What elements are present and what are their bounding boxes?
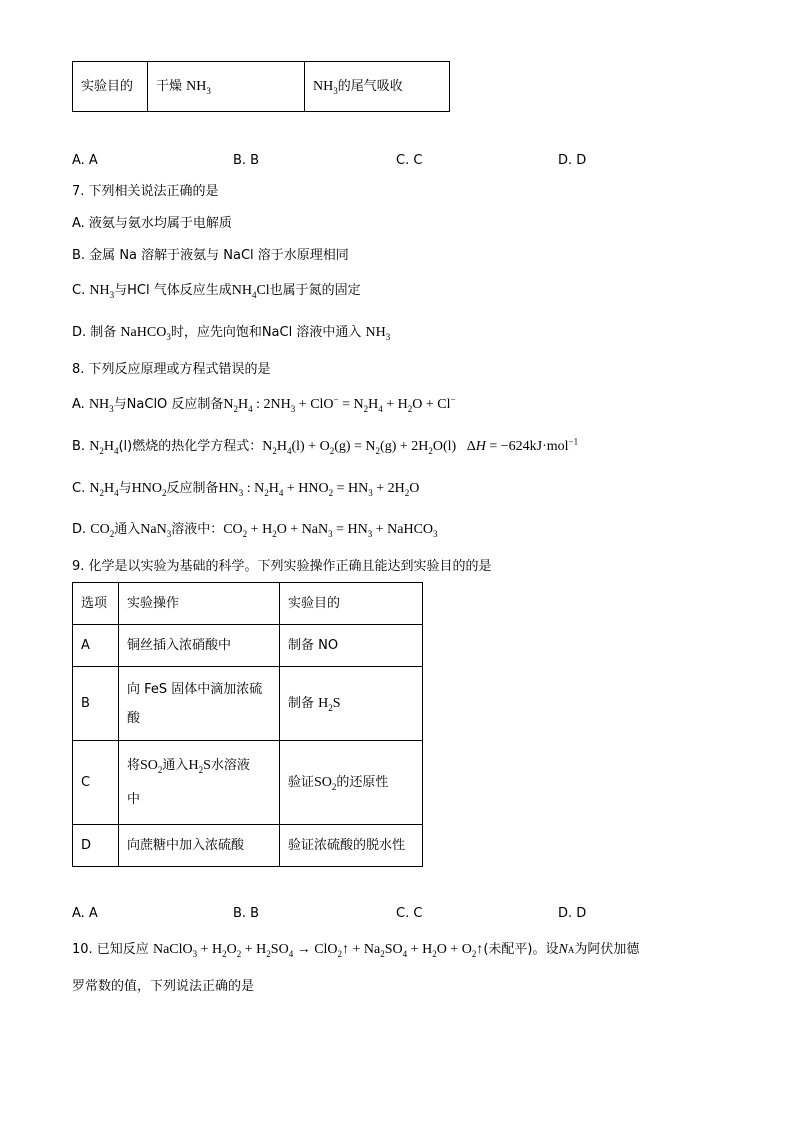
q7-option-c: C. $NH_3$与HCl 气体反应生成$NH_4Cl$也属于氮的固定 [72,283,361,300]
top-table [72,61,450,112]
q9-row-c-label: C [73,741,119,825]
q7-stem: 7. 下列相关说法正确的是 [72,184,219,199]
q8-option-b: B. $N_2H_4(l)$燃烧的热化学方程式：$N_2H_4(l) + O_2(g) = N_2(g) + 2H_2O(l) \Delta H = -624kJ\cdot mol^{-1}$ [72,436,579,456]
q9-row-b-goal: 制备 $H_2S$ [280,667,423,741]
q9-row-b-label: B [73,667,119,741]
q6-option-a: A. A [72,153,98,168]
q9-row-b-operation: 向 FeS 固体中滴加浓硫 酸 [119,667,280,741]
q9-row-d-goal: 验证浓硫酸的脱水性 [280,825,423,867]
q9-option-b: B. B [233,906,260,921]
q9-option-d: D. D [558,906,587,921]
q8-option-c: C. $N_2H_4$与$HNO_2$反应制备$HN_3$ : $N_2H_4 + HNO_2 = HN_3 + 2H_2O$ [72,481,420,498]
q6-option-c: C. C [396,153,423,168]
q6-option-b: B. B [233,153,260,168]
q9-option-c: C. C [396,906,423,921]
q8-stem: 8. 下列反应原理或方程式错误的是 [72,362,271,377]
q9-stem: 9. 化学是以实验为基础的科学。下列实验操作正确且能达到实验目的的是 [72,559,492,574]
top-table-dry-cell: 干燥 $NH_3$ [148,62,305,112]
q9-row-a-label: A [73,625,119,667]
q7-option-d: D. 制备 NaHCO$_3$时，应先向饱和NaCl 溶液中通入 $NH_3$ [72,325,391,342]
q10-stem-line2: 罗常数的值，下列说法正确的是 [72,979,255,994]
q7-option-a: A. 液氨与氨水均属于电解质 [72,216,232,231]
q9-header-operation: 实验操作 [119,583,280,625]
top-table-label: 实验目的 [73,62,148,112]
q9-row-a-operation: 铜丝插入浓硝酸中 [119,625,280,667]
q9-table [72,582,423,867]
q9-option-a: A. A [72,906,98,921]
q9-row-c-operation: 将$SO_2$通入$H_2S$水溶液 中 [119,741,280,825]
q9-header-goal: 实验目的 [280,583,423,625]
q9-row-d-operation: 向蔗糖中加入浓硫酸 [119,825,280,867]
q10-stem: 10. 已知反应 NaClO$_3$ + $H_2O_2 + H_2SO_4$ → ClO$_2$↑ + $Na_2SO_4 + H_2O$ + $O_2↑$(未配平)。设NA为阿伏加德 [72,942,640,959]
q9-row-a-goal: 制备 NO [280,625,423,667]
top-table-absorb-cell: $NH_3$的尾气吸收 [305,62,450,112]
q7-option-b: B. 金属 Na 溶解于液氨与 NaCl 溶于水原理相同 [72,248,349,263]
q9-header-option: 选项 [73,583,119,625]
q9-row-d-label: D [73,825,119,867]
q6-option-d: D. D [558,153,587,168]
q9-row-c-goal: 验证$SO_2$的还原性 [280,741,423,825]
q8-option-d: D. $CO_2$通入NaN$_3$溶液中：$CO_2 + H_2O + NaN_3 = HN_3$ + NaHCO$_3$ [72,522,438,539]
q8-option-a: A. $NH_3$与NaClO 反应制备$N_2H_4$ : $2NH_3 + ClO^- = N_2H_4 + H_2O + Cl^-$ [72,394,456,414]
